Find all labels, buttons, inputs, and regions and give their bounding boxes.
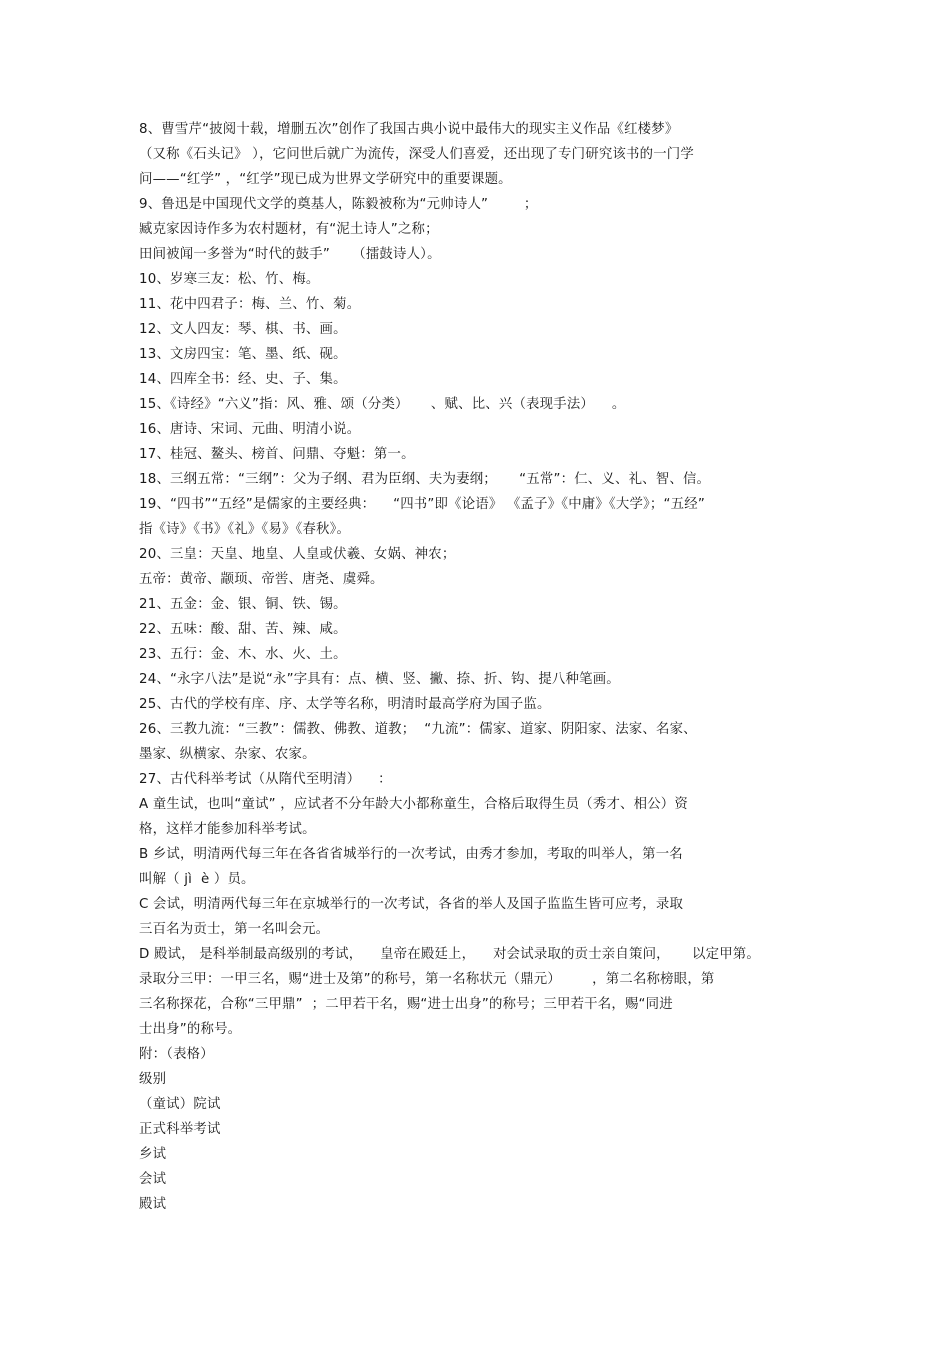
text-line: 18、三纲五常：“三纲”：父为子纲、君为臣纲、夫为妻纲； “五常”：仁、义、礼、智、信。 (139, 472, 711, 487)
text-line: 26、三教九流：“三教”：儒教、佛教、道教； “九流”：儒家、道家、阴阳家、法家、名家、 (139, 722, 697, 737)
text-line: 殿试 (139, 1197, 167, 1212)
text-line: 8、曹雪芹“披阅十载，增删五次”创作了我国古典小说中最伟大的现实主义作品《红楼梦》 (139, 122, 679, 137)
text-line: 27、古代科举考试（从隋代至明清） ： (139, 772, 392, 787)
text-line: 15、《诗经》“六义”指：风、雅、颂（分类） 、赋、比、兴（表现手法） 。 (139, 397, 626, 412)
text-line: 附：（表格） (139, 1047, 214, 1062)
document-body (139, 117, 839, 1217)
text-line: 23、五行：金、木、水、火、土。 (139, 647, 347, 662)
text-line: 正式科举考试 (139, 1122, 221, 1137)
text-line: 级别 (139, 1072, 167, 1087)
text-line: 格，这样才能参加科举考试。 (139, 822, 316, 837)
text-line: 17、桂冠、鳌头、榜首、问鼎、夺魁：第一。 (139, 447, 415, 462)
text-line: （又称《石头记》 ），它问世后就广为流传，深受人们喜爱，还出现了专门研究该书的一门学 (139, 147, 694, 162)
text-line: 13、文房四宝：笔、墨、纸、砚。 (139, 347, 347, 362)
text-line: 叫解（ jì è ）员。 (139, 872, 255, 887)
text-line: 11、花中四君子：梅、兰、竹、菊。 (139, 297, 361, 312)
text-line: 问——“红学” ，“红学”现已成为世界文学研究中的重要课题。 (139, 172, 512, 187)
text-line: 10、岁寒三友：松、竹、梅。 (139, 272, 320, 287)
text-line: 三百名为贡士，第一名叫会元。 (139, 922, 330, 937)
text-line: 25、古代的学校有庠、序、太学等名称，明清时最高学府为国子监。 (139, 697, 551, 712)
text-line: 五帝：黄帝、颛顼、帝喾、唐尧、虞舜。 (139, 572, 384, 587)
text-line: A 童生试，也叫“童试” ，应试者不分年龄大小都称童生，合格后取得生员（秀才、相公）资 (139, 797, 688, 812)
text-line: 田间被闻一多誉为“时代的鼓手” （擂鼓诗人）。 (139, 247, 441, 262)
text-line: 24、“永字八法”是说“永”字具有：点、横、竖、撇、捺、折、钩、提八种笔画。 (139, 672, 620, 687)
text-line: 16、唐诗、宋词、元曲、明清小说。 (139, 422, 361, 437)
text-line: 9、鲁迅是中国现代文学的奠基人，陈毅被称为“元帅诗人” ； (139, 197, 538, 212)
text-line: D 殿试， 是科举制最高级别的考试， 皇帝在殿廷上， 对会试录取的贡士亲自策问， 以定甲第。 (139, 947, 760, 962)
text-line: C 会试，明清两代每三年在京城举行的一次考试，各省的举人及国子监监生皆可应考，录取 (139, 897, 684, 912)
text-line: 指《诗》《书》《礼》《易》《春秋》。 (139, 522, 351, 537)
text-line: 三名称探花，合称“三甲鼎” ；二甲若干名，赐“进士出身”的称号；三甲若干名，赐“同进 (139, 997, 673, 1012)
text-line: 士出身”的称号。 (139, 1022, 242, 1037)
text-line: 墨家、纵横家、杂家、农家。 (139, 747, 316, 762)
text-line: 21、五金：金、银、铜、铁、锡。 (139, 597, 347, 612)
text-line: （童试）院试 (139, 1097, 221, 1112)
text-line: B 乡试，明清两代每三年在各省省城举行的一次考试，由秀才参加，考取的叫举人，第一名 (139, 847, 683, 862)
text-line: 19、“四书”“五经”是儒家的主要经典： “四书”即《论语》 《孟子》《中庸》《大学》；“五经” (139, 497, 705, 512)
text-line: 会试 (139, 1172, 167, 1187)
text-line: 20、三皇：天皇、地皇、人皇或伏羲、女娲、神农； (139, 547, 456, 562)
text-line: 14、四库全书：经、史、子、集。 (139, 372, 347, 387)
text-line: 22、五味：酸、甜、苦、辣、咸。 (139, 622, 347, 637)
text-line: 臧克家因诗作多为农村题材，有“泥土诗人”之称； (139, 222, 439, 237)
text-line: 乡试 (139, 1147, 167, 1162)
text-line: 录取分三甲：一甲三名，赐“进士及第”的称号，第一名称状元（鼎元） ，第二名称榜眼，第 (139, 972, 715, 987)
text-line: 12、文人四友：琴、棋、书、画。 (139, 322, 347, 337)
